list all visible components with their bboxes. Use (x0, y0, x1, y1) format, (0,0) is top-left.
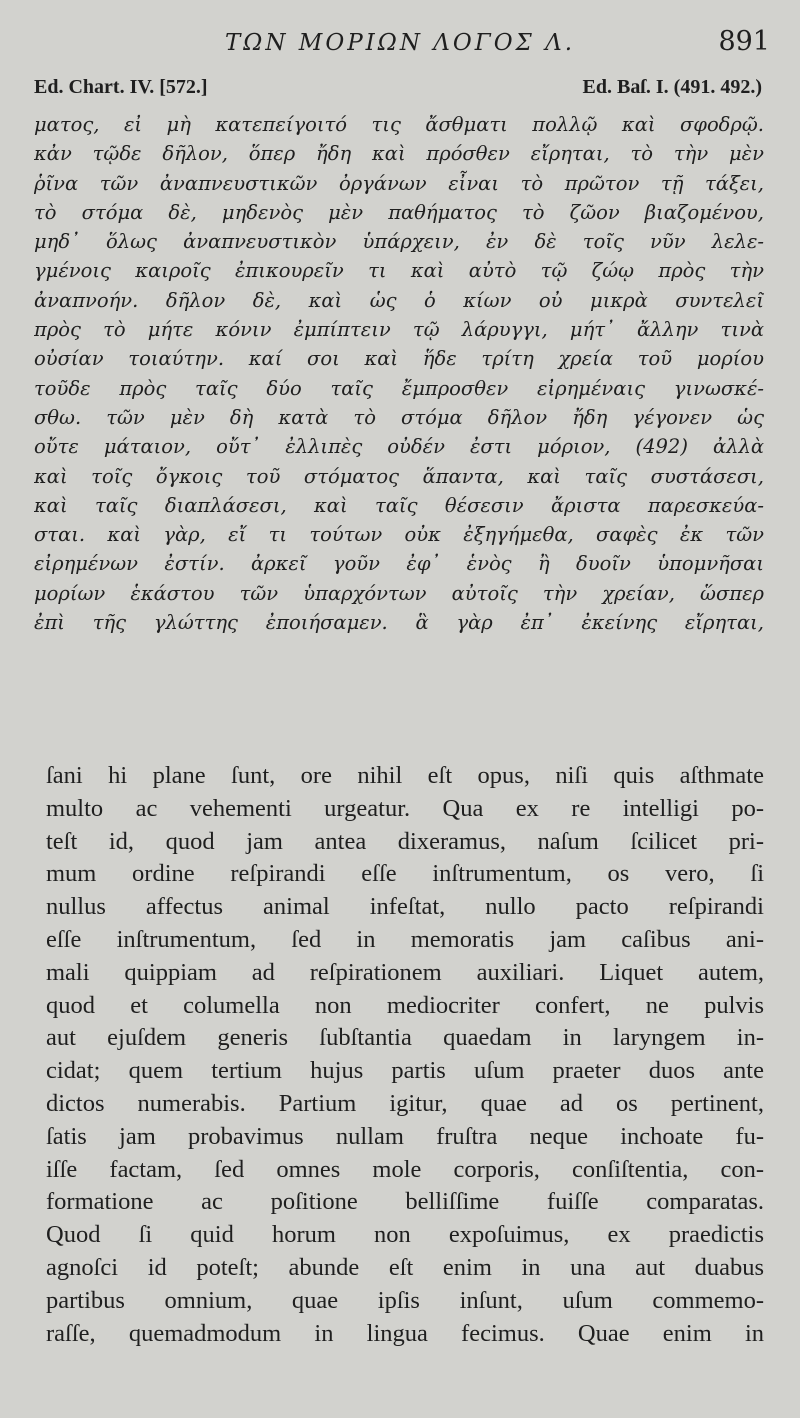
latin-line: Quod ſi quid horum non expoſuimus, ex praedictis (46, 1221, 764, 1249)
edition-references (34, 76, 762, 104)
running-title: ΤΩΝ ΜΟΡΙΩΝ ΛΟΓΟΣ Λ. (224, 30, 576, 56)
latin-line: raſſe, quemadmodum in lingua fecimus. Quae enim in (46, 1319, 764, 1347)
greek-line: πρὸς τὸ μήτε κόνιν ἐμπίπτειν τῷ λάρυγγι, μήτ᾽ ἄλλην τινὰ (34, 318, 764, 342)
latin-line: mali quippiam ad reſpirationem auxiliari. Liquet autem, (46, 958, 764, 986)
greek-line: οὔτε μάταιον, οὔτ᾽ ἐλλιπὲς οὐδέν ἐστι μόριον, (492) ἀλλὰ (34, 435, 764, 459)
latin-line: mum ordine reſpirandi eſſe inſtrumentum, os vero, ſi (46, 860, 764, 888)
latin-line: ſani hi plane ſunt, ore nihil eſt opus, niſi quis aſthmate (46, 762, 764, 789)
latin-line: cidat; quem tertium hujus partis uſum praeter duos ante (46, 1057, 764, 1085)
greek-text (34, 110, 764, 637)
latin-line: iſſe factam, ſed omnes mole corporis, conſiſtentia, con- (46, 1155, 764, 1183)
greek-line: τὸ στόμα δὲ, μηδενὸς μὲν παθήματος τὸ ζῶον βιαζομένου, (34, 200, 764, 224)
latin-line: multo ac vehementi urgeatur. Qua ex re intelligi po- (46, 794, 764, 822)
greek-line: σται. καὶ γὰρ, εἴ τι τούτων οὐκ ἐξηγήμεθα, σαφὲς ἐκ τῶν (34, 523, 764, 547)
greek-line: μηδ᾽ ὅλως ἀναπνευστικὸν ὑπάρχειν, ἐν δὲ τοῖς νῦν λελε- (34, 230, 764, 254)
greek-line: μορίων ἑκάστου τῶν ὑπαρχόντων αὐτοῖς τὴν χρείαν, ὥσπερ (34, 581, 764, 605)
greek-line: κἀν τῷδε δῆλον, ὅπερ ἤδη καὶ πρόσθεν εἴρηται, τὸ τὴν μὲν (34, 142, 764, 166)
greek-line: καὶ τοῖς ὄγκοις τοῦ στόματος ἅπαντα, καὶ ταῖς συστάσεσι, (34, 464, 764, 488)
latin-line: dictos numerabis. Partium igitur, quae ad os pertinent, (46, 1089, 764, 1117)
latin-line: teſt id, quod jam antea dixeramus, naſum ſcilicet pri- (46, 827, 764, 855)
greek-line: τοῦδε πρὸς ταῖς δύο ταῖς ἔμπροσθεν εἰρημέναις γινωσκέ- (34, 376, 764, 400)
greek-line: οὐσίαν τοιαύτην. καί σοι καὶ ἥδε τρίτη χρεία τοῦ μορίου (34, 347, 764, 371)
latin-translation (46, 760, 764, 1350)
greek-line: ἐπὶ τῆς γλώττης ἐποιήσαμεν. ἃ γὰρ ἐπ᾽ ἐκείνης εἴρηται, (34, 611, 764, 635)
running-head (0, 26, 800, 62)
latin-line: quod et columella non mediocriter confert, ne pulvis (46, 991, 764, 1019)
greek-line: εἰρημένων ἐστίν. ἀρκεῖ γοῦν ἐφ᾽ ἑνὸς ἢ δυοῖν ὑπομνῆσαι (34, 552, 764, 576)
edition-chartier: Ed. Chart. IV. [572.] (34, 76, 208, 98)
greek-line: ἀναπνοήν. δῆλον δὲ, καὶ ὡς ὁ κίων οὐ μικρὰ συντελεῖ (34, 288, 764, 312)
greek-line: ματος, εἰ μὴ κατεπείγοιτό τις ἄσθματι πολλῷ καὶ σφοδρῷ. (34, 113, 764, 136)
latin-line: partibus omnium, quae ipſis inſunt, uſum commemo- (46, 1286, 764, 1314)
greek-line: καὶ ταῖς διαπλάσεσι, καὶ ταῖς θέσεσιν ἄριστα παρεσκεύα- (34, 493, 764, 517)
page-number: 891 (718, 26, 770, 57)
edition-basel: Ed. Baſ. I. (491. 492.) (582, 76, 762, 98)
latin-line: aut ejuſdem generis ſubſtantia quaedam in laryngem in- (46, 1024, 764, 1052)
latin-line: eſſe inſtrumentum, ſed in memoratis jam caſibus ani- (46, 925, 764, 953)
greek-line: ῥῖνα τῶν ἀναπνευστικῶν ὀργάνων εἶναι τὸ πρῶτον τῇ τάξει, (34, 171, 764, 195)
latin-line: formatione ac poſitione belliſſime fuiſſe comparatas. (46, 1188, 764, 1216)
greek-line: σθω. τῶν μὲν δὴ κατὰ τὸ στόμα δῆλον ἤδη γέγονεν ὡς (34, 405, 764, 429)
latin-line: nullus affectus animal infeſtat, nullo pacto reſpirandi (46, 893, 764, 921)
latin-line: ſatis jam probavimus nullam fruſtra neque inchoate fu- (46, 1122, 764, 1150)
greek-line: γμένοις καιροῖς ἐπικουρεῖν τι καὶ αὐτὸ τῷ ζώῳ πρὸς τὴν (34, 259, 764, 283)
latin-line: agnoſci id poteſt; abunde eſt enim in una aut duabus (46, 1253, 764, 1281)
